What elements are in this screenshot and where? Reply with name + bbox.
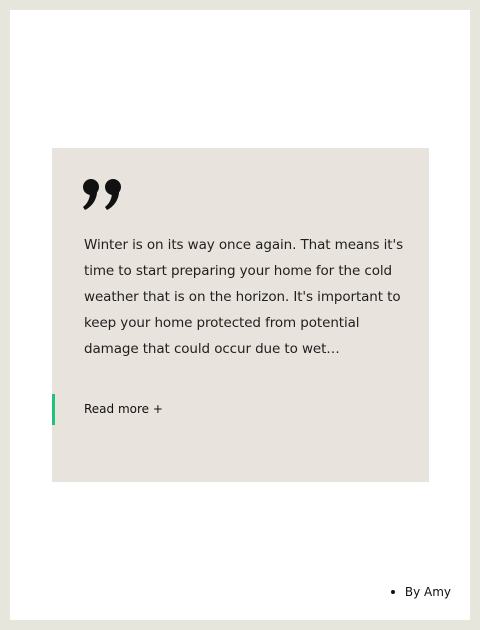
post-meta bbox=[391, 585, 451, 599]
quote-panel bbox=[52, 148, 429, 482]
post-card bbox=[10, 10, 470, 620]
read-more-link[interactable]: Read more + bbox=[84, 402, 163, 416]
bullet-icon bbox=[391, 590, 395, 594]
post-excerpt: Winter is on its way once again. That means it's time to start preparing your home for the cold weather that is on the horizon. It's important to keep your home protected from potential damage that could occur due to wet… bbox=[84, 237, 404, 357]
quote-icon bbox=[82, 178, 124, 212]
read-more-accent-bar bbox=[52, 394, 55, 425]
post-author: By Amy bbox=[404, 585, 451, 599]
